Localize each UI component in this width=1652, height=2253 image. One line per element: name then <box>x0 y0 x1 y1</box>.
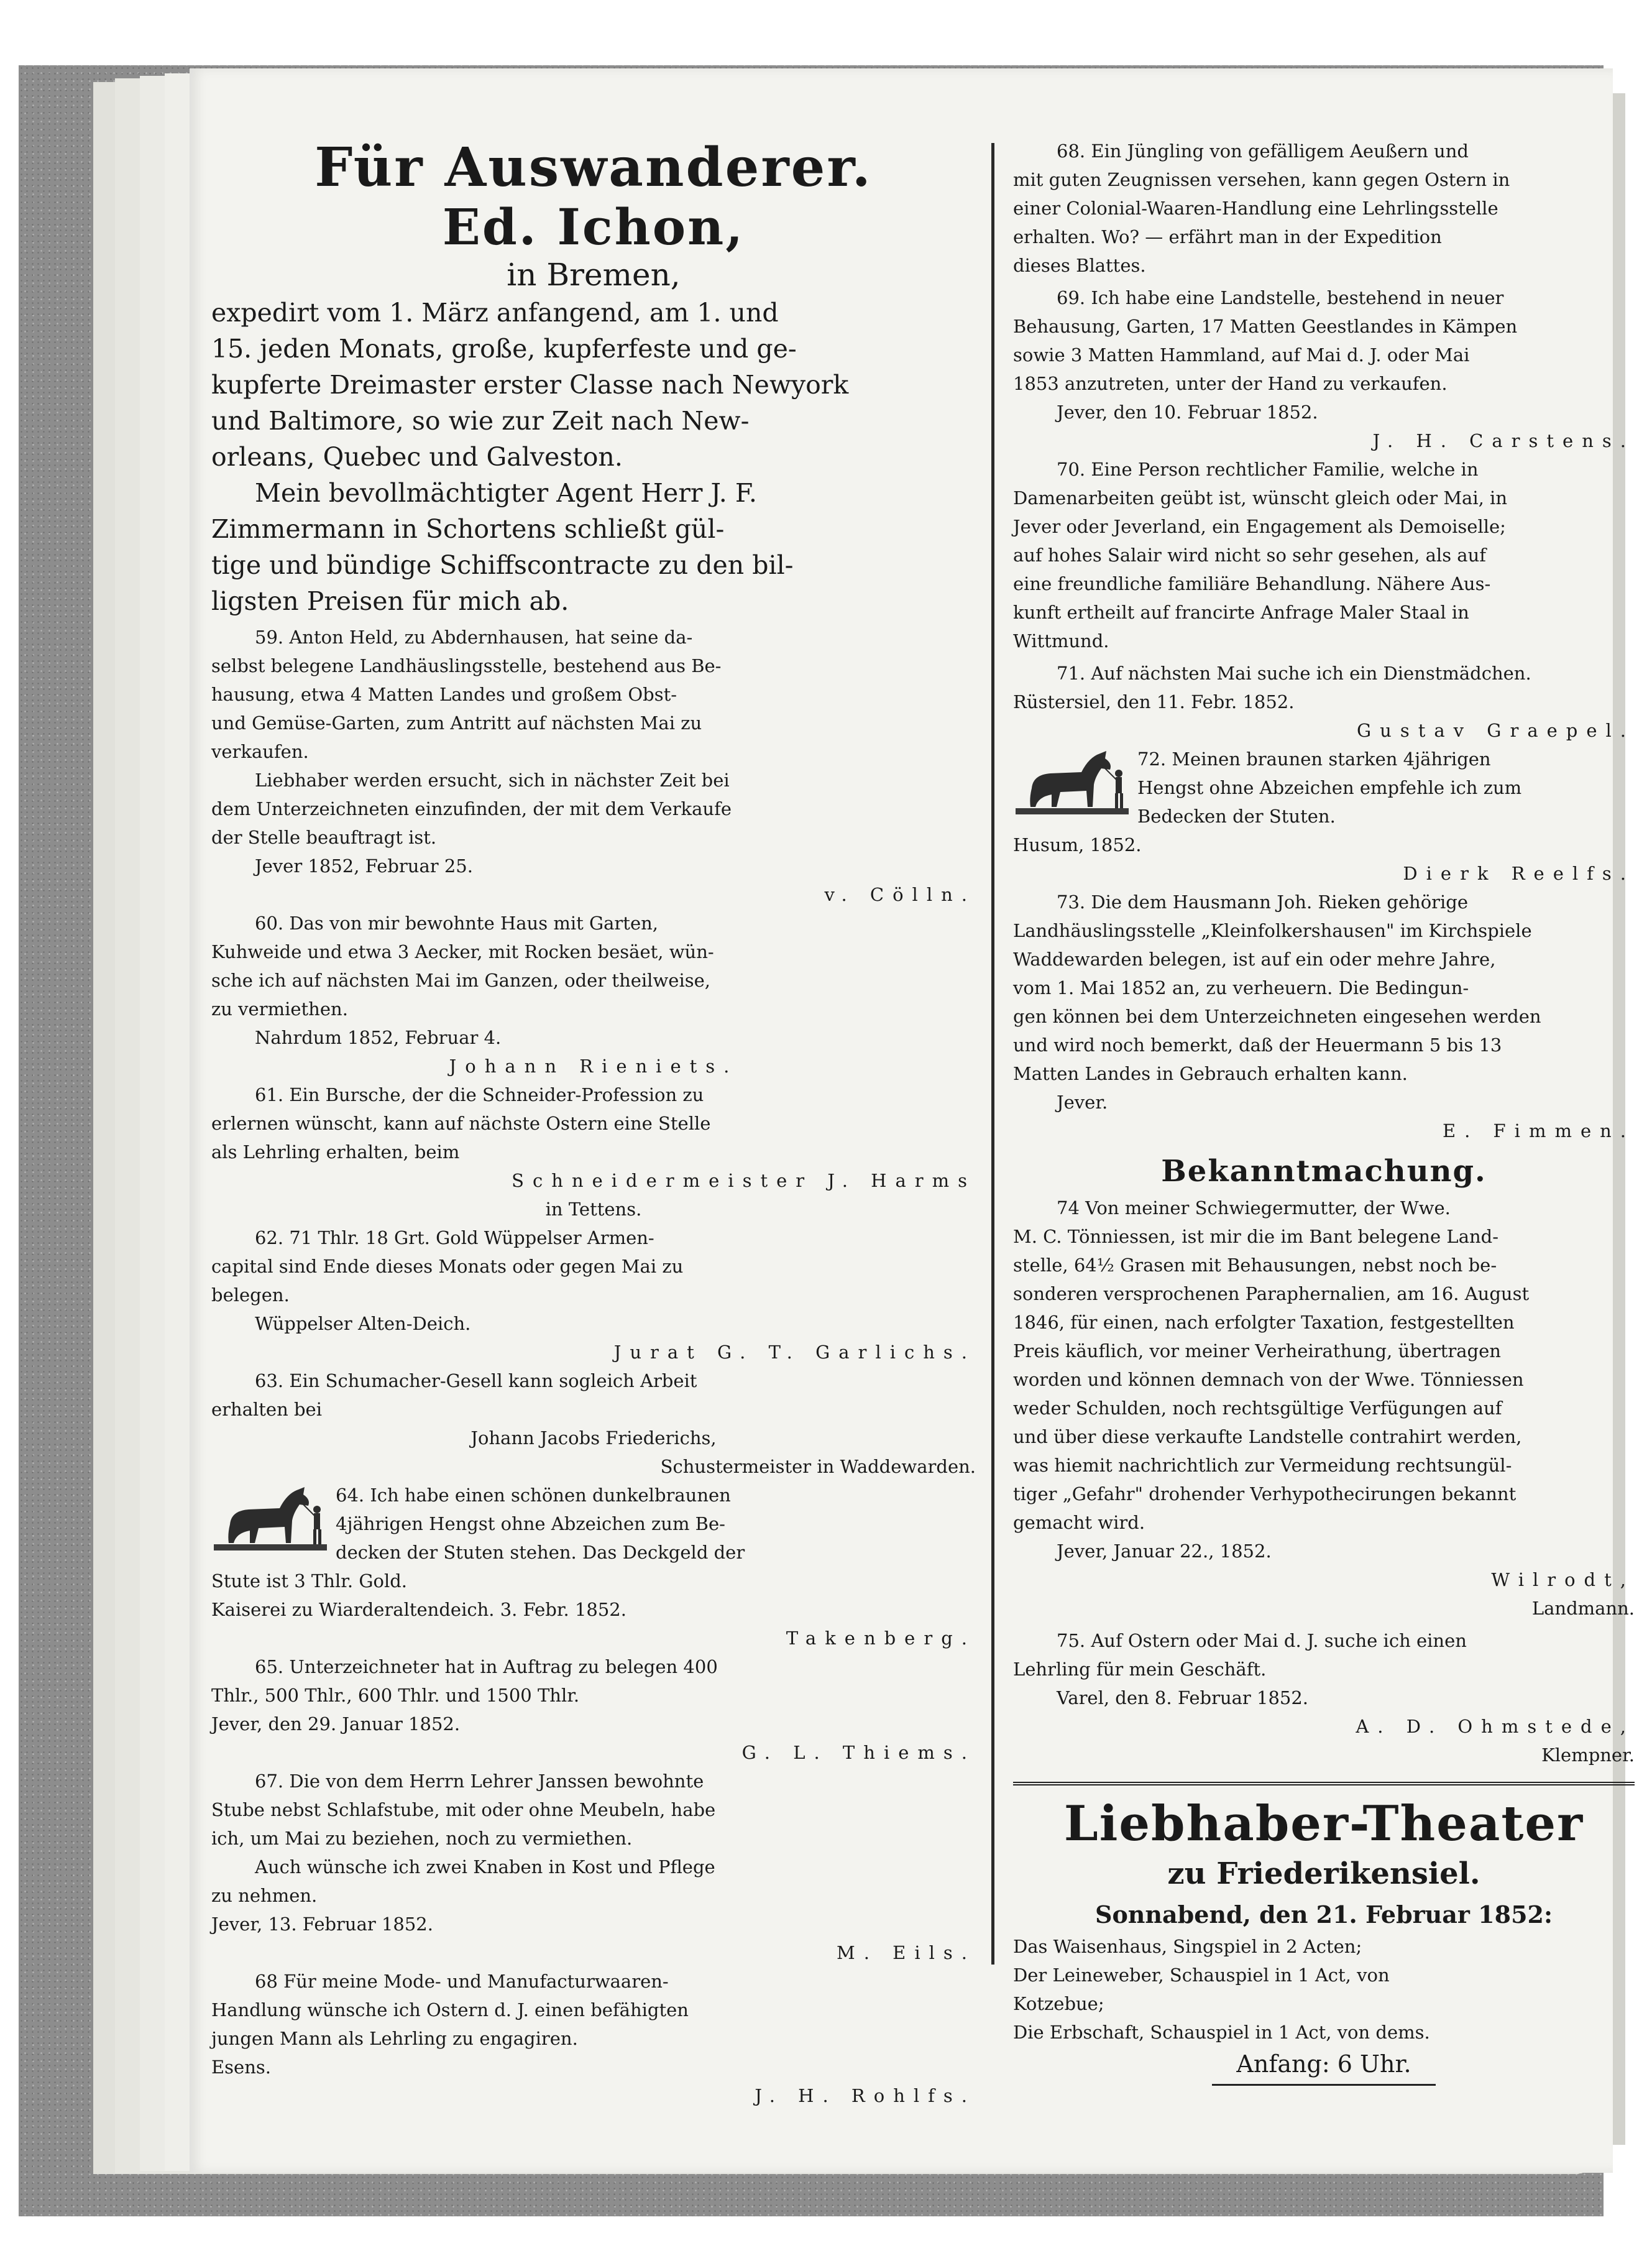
ad-line: 1853 anzutreten, unter der Hand zu verkaufen. <box>1013 373 1448 394</box>
ad-line: zu nehmen. <box>211 1885 318 1906</box>
ad-line: Liebhaber werden ersucht, sich in nächster Zeit bei <box>255 770 730 791</box>
ad-line: 67. Die von dem Herrn Lehrer Janssen bewohnte <box>255 1771 704 1792</box>
ad-signature: J. H. Rohlfs. <box>755 2085 976 2106</box>
ad-line: 74 Von meiner Schwiegermutter, der Wwe. <box>1057 1197 1451 1219</box>
ad-line: orleans, Quebec und Galveston. <box>211 442 623 472</box>
ad-signature: E. Fimmen. <box>1442 1120 1635 1141</box>
ad-line: 69. Ich habe eine Landstelle, bestehend in neuer <box>1057 287 1504 308</box>
ad-line: 61. Ein Bursche, der die Schneider-Profession zu <box>255 1084 704 1105</box>
ad-line: und über diese verkaufte Landstelle contrahirt werden, <box>1013 1426 1522 1447</box>
ad-line: Lehrling für mein Geschäft. <box>1013 1659 1267 1680</box>
ad-signature: Schustermeister in Waddewarden. <box>660 1456 976 1477</box>
right-column <box>1013 137 1635 2086</box>
ad-line: stelle, 64½ Grasen mit Behausungen, nebst noch be- <box>1013 1255 1497 1276</box>
ad-line: Bedecken der Stuten. <box>1137 806 1336 827</box>
ad-line: Zimmermann in Schortens schließt gül- <box>211 514 725 544</box>
ad-line: sowie 3 Matten Hammland, auf Mai d. J. oder Mai <box>1013 344 1470 366</box>
ad-line: Jever. <box>1057 1092 1108 1113</box>
ad-signature: v. Cölln. <box>824 884 976 905</box>
ad-line: Jever, den 10. Februar 1852. <box>1057 402 1318 423</box>
ad-line: Stute ist 3 Thlr. Gold. <box>211 1570 408 1592</box>
ad-line: auf hohes Salair wird nicht so sehr gesehen, als auf <box>1013 545 1487 566</box>
ad-line: kupferte Dreimaster erster Classe nach Newyork <box>211 370 849 400</box>
ad-line: belegen. <box>211 1284 290 1306</box>
ad-line: Jever, den 29. Januar 1852. <box>211 1713 461 1735</box>
ad-line: Varel, den 8. Februar 1852. <box>1057 1687 1309 1708</box>
ad-signature: Takenberg. <box>786 1628 976 1649</box>
ad-signature: in Tettens. <box>545 1199 642 1220</box>
ad-line: gemacht wird. <box>1013 1512 1145 1533</box>
ad-line: kunft ertheilt auf francirte Anfrage Maler Staal in <box>1013 602 1469 623</box>
ad-line: Thlr., 500 Thlr., 600 Thlr. und 1500 Thlr. <box>211 1685 580 1706</box>
ad-line: selbst belegene Landhäuslingsstelle, bestehend aus Be- <box>211 655 722 676</box>
ad-line: Kaiserei zu Wiarderaltendeich. 3. Febr. 1852. <box>211 1599 626 1620</box>
ad-signature: Dierk Reelfs. <box>1403 863 1635 884</box>
ad-line: Jever, 13. Februar 1852. <box>211 1914 433 1935</box>
ad-line: Esens. <box>211 2057 271 2078</box>
ad-line: mit guten Zeugnissen versehen, kann gegen Ostern in <box>1013 169 1510 190</box>
ad-line: sche ich auf nächsten Mai im Ganzen, oder theilweise, <box>211 970 710 991</box>
ad-line: 68 Für meine Mode- und Manufacturwaaren- <box>255 1971 669 1992</box>
ad-line: 68. Ein Jüngling von gefälligem Aeußern und <box>1057 141 1469 162</box>
theater-program-line: Kotzebue; <box>1013 1993 1104 2014</box>
column-rule <box>991 143 994 1965</box>
ad-line: M. C. Tönniessen, ist mir die im Bant belegene Land- <box>1013 1226 1499 1247</box>
ad-line: Jever oder Jeverland, ein Engagement als Demoiselle; <box>1013 516 1506 537</box>
ad-line: tiger „Gefahr" drohender Verhypothecirungen bekannt <box>1013 1483 1517 1504</box>
ad-signature: G. L. Thiems. <box>741 1742 976 1763</box>
theater-title: Liebhaber-Theater <box>1013 1782 1635 1854</box>
ad-line: verkaufen. <box>211 741 309 762</box>
ad-signature: M. Eils. <box>837 1942 976 1963</box>
horse-icon <box>211 1481 329 1555</box>
ad-line: gen können bei dem Unterzeichneten eingesehen werden <box>1013 1006 1541 1027</box>
ad-line: jungen Mann als Lehrling zu engagiren. <box>211 2028 578 2049</box>
ad-line: Wittmund. <box>1013 630 1109 652</box>
ad-line: 70. Eine Person rechtlicher Familie, welche in <box>1057 459 1479 480</box>
ad-signature: Schneidermeister J. Harms <box>512 1170 976 1191</box>
ad-line: Waddewarden belegen, ist auf ein oder mehre Jahre, <box>1013 949 1496 970</box>
ad-line: 75. Auf Ostern oder Mai d. J. suche ich einen <box>1057 1630 1467 1651</box>
horse-icon <box>1013 745 1131 819</box>
ad-title: Für Auswanderer. <box>314 136 873 199</box>
ad-line: 71. Auf nächsten Mai suche ich ein Dienstmädchen. <box>1057 663 1531 684</box>
ad-line: als Lehrling erhalten, beim <box>211 1141 460 1163</box>
ad-72 <box>1013 745 1635 831</box>
ad-line: eine freundliche familiäre Behandlung. Nähere Aus- <box>1013 573 1491 594</box>
ad-signature: Jurat G. T. Garlichs. <box>613 1342 976 1363</box>
ad-line: Stube nebst Schlafstube, mit oder ohne Meubeln, habe <box>211 1799 716 1820</box>
ad-line: Nahrdum 1852, Februar 4. <box>255 1027 502 1048</box>
ad-line: erlernen wünscht, kann auf nächste Ostern eine Stelle <box>211 1113 711 1134</box>
ad-line: Husum, 1852. <box>1013 834 1142 855</box>
announcement-heading: Bekanntmachung. <box>1161 1154 1487 1189</box>
ad-line: 15. jeden Monats, große, kupferfeste und ge- <box>211 334 797 364</box>
ad-line: erhalten. Wo? — erfährt man in der Expedition <box>1013 226 1442 247</box>
ad-line: 64. Ich habe einen schönen dunkelbraunen <box>336 1485 731 1506</box>
ad-line: vom 1. Mai 1852 an, zu verheuern. Die Bedingun- <box>1013 977 1469 998</box>
ad-line: dieses Blattes. <box>1013 255 1146 276</box>
ad-line: 59. Anton Held, zu Abdernhausen, hat seine da- <box>255 627 693 648</box>
ad-line: 1846, für einen, nach erfolgter Taxation, festgestellten <box>1013 1312 1515 1333</box>
ad-line: 73. Die dem Hausmann Joh. Rieken gehörige <box>1057 892 1469 913</box>
ad-city: in Bremen, <box>507 257 681 293</box>
theater-location: zu Friederikensiel. <box>1167 1856 1480 1891</box>
left-column <box>211 137 976 2110</box>
ad-line: Jever, Januar 22., 1852. <box>1057 1541 1272 1562</box>
ad-line: und wird noch bemerkt, daß der Heuermann 5 bis 13 <box>1013 1034 1502 1056</box>
ad-line: Landhäuslingsstelle „Kleinfolkershausen" im Kirchspiele <box>1013 920 1532 941</box>
ad-line: Matten Landes in Gebrauch erhalten kann. <box>1013 1063 1408 1084</box>
theater-program-line: Das Waisenhaus, Singspiel in 2 Acten; <box>1013 1936 1362 1957</box>
ad-line: tige und bündige Schiffscontracte zu den bil- <box>211 550 794 580</box>
ad-line: Preis käuflich, vor meiner Verheirathung, übertragen <box>1013 1340 1501 1361</box>
theater-program-line: Der Leineweber, Schauspiel in 1 Act, von <box>1013 1965 1390 1986</box>
divider <box>1212 2084 1436 2086</box>
ad-line: Wüppelser Alten-Deich. <box>255 1313 471 1334</box>
ad-line: weder Schulden, noch rechtsgültige Verfügungen auf <box>1013 1398 1502 1419</box>
ad-line: 63. Ein Schumacher-Gesell kann sogleich Arbeit <box>255 1370 697 1391</box>
theater-start-time: Anfang: 6 Uhr. <box>1236 2050 1411 2078</box>
ad-company: Ed. Ichon, <box>442 198 745 256</box>
ad-line: capital sind Ende dieses Monats oder gegen Mai zu <box>211 1256 684 1277</box>
ad-line: Behausung, Garten, 17 Matten Geestlandes in Kämpen <box>1013 316 1518 337</box>
ad-line: Hengst ohne Abzeichen empfehle ich zum <box>1137 777 1522 798</box>
theater-date: Sonnabend, den 21. Februar 1852: <box>1095 1901 1553 1928</box>
ad-line: Rüstersiel, den 11. Febr. 1852. <box>1013 691 1295 712</box>
ad-signature: Johann Rieniets. <box>449 1056 738 1077</box>
ad-line: 65. Unterzeichneter hat in Auftrag zu belegen 400 <box>255 1656 718 1677</box>
ad-signature: Gustav Graepel. <box>1357 720 1635 741</box>
ad-line: worden und können demnach von der Wwe. Tönniessen <box>1013 1369 1524 1390</box>
ad-line: und Baltimore, so wie zur Zeit nach New- <box>211 406 750 436</box>
ad-line: dem Unterzeichneten einzufinden, der mit dem Verkaufe <box>211 798 732 819</box>
theater-program-line: Die Erbschaft, Schauspiel in 1 Act, von dems. <box>1013 2022 1430 2043</box>
ad-line: Auch wünsche ich zwei Knaben in Kost und Pflege <box>255 1856 715 1878</box>
ad-line: ligsten Preisen für mich ab. <box>211 586 569 616</box>
ad-line: was hiemit nachrichtlich zur Vermeidung rechtsungül- <box>1013 1455 1512 1476</box>
ad-line: zu vermiethen. <box>211 998 348 1020</box>
ad-line: Handlung wünsche ich Ostern d. J. einen befähigten <box>211 1999 689 2020</box>
ad-line: erhalten bei <box>211 1399 322 1420</box>
ad-line: hausung, etwa 4 Matten Landes und großem Obst- <box>211 684 677 705</box>
ad-line: 60. Das von mir bewohnte Haus mit Garten, <box>255 913 659 934</box>
ad-line: und Gemüse-Garten, zum Antritt auf nächsten Mai zu <box>211 712 702 734</box>
ad-line: Kuhweide und etwa 3 Aecker, mit Rocken besäet, wün- <box>211 941 714 962</box>
ad-line: 62. 71 Thlr. 18 Grt. Gold Wüppelser Armen- <box>255 1227 654 1248</box>
ad-signature: J. H. Carstens. <box>1372 430 1635 451</box>
ad-signature: Johann Jacobs Friederichs, <box>470 1427 717 1449</box>
ad-line: sonderen versprochenen Paraphernalien, am 16. August <box>1013 1283 1530 1304</box>
ad-line: Mein bevollmächtigter Agent Herr J. F. <box>255 478 757 508</box>
ad-line: der Stelle beauftragt ist. <box>211 827 437 848</box>
ad-signature: Klempner. <box>1541 1744 1635 1766</box>
ad-line: expedirt vom 1. März anfangend, am 1. und <box>211 298 779 328</box>
ad-line: 72. Meinen braunen starken 4jährigen <box>1137 749 1491 770</box>
ad-signature: Landmann. <box>1531 1598 1635 1619</box>
ad-line: Damenarbeiten geübt ist, wünscht gleich oder Mai, in <box>1013 487 1508 509</box>
ad-line: Jever 1852, Februar 25. <box>255 855 473 877</box>
ad-line: einer Colonial-Waaren-Handlung eine Lehrlingsstelle <box>1013 198 1498 219</box>
ad-line: 4jährigen Hengst ohne Abzeichen zum Be- <box>336 1513 725 1534</box>
ad-signature: A. D. Ohmstede, <box>1356 1716 1635 1737</box>
ad-line: decken der Stuten stehen. Das Deckgeld der <box>336 1542 745 1563</box>
ad-line: ich, um Mai zu beziehen, noch zu vermiethen. <box>211 1828 633 1849</box>
ad-signature: Wilrodt, <box>1491 1569 1635 1590</box>
ad-64 <box>211 1481 976 1567</box>
